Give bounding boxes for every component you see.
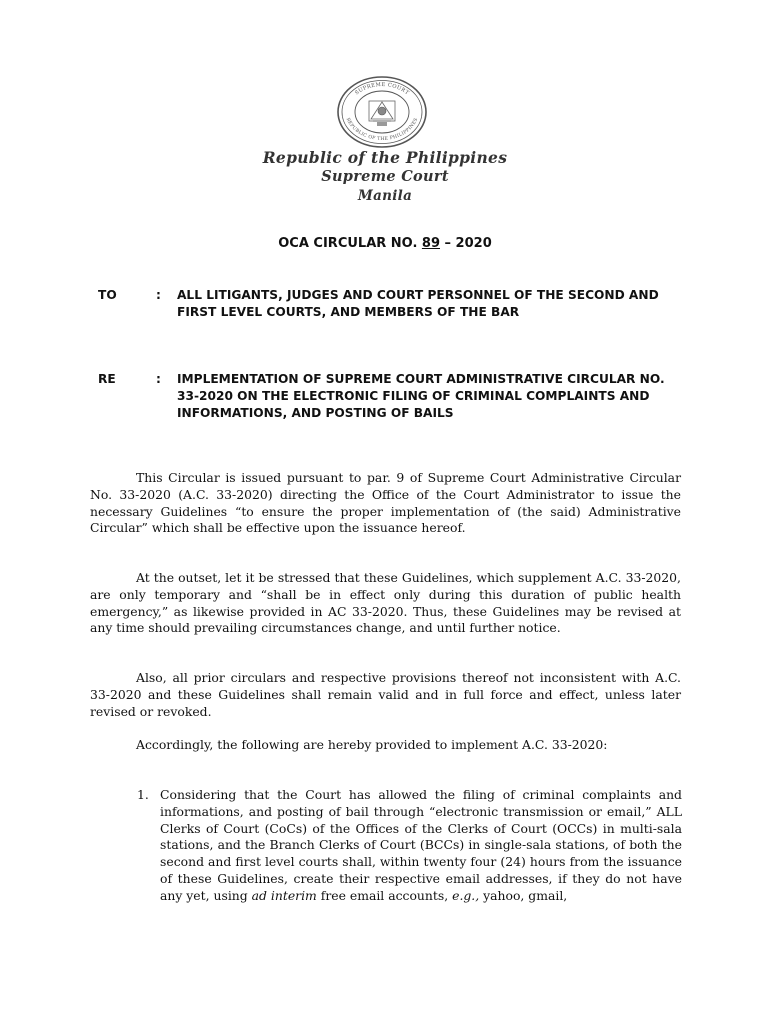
to-value: ALL LITIGANTS, JUDGES AND COURT PERSONNEL OF THE SECOND AND FIRST LEVEL COURTS, AND MEMBERS OF THE BAR	[177, 288, 659, 319]
paragraph-prior-circulars: Also, all prior circulars and respective provisions thereof not inconsistent with A.C. 33-2020 and these Guidelines shall remain valid and in full force and effect, unless later revised or revoked.	[90, 670, 681, 719]
title-prefix: OCA CIRCULAR NO.	[278, 236, 422, 251]
subject-block	[98, 371, 688, 422]
letterhead-city: Manila	[357, 188, 413, 204]
circular-number: 89	[421, 236, 440, 251]
paragraph-temporary-nature: At the outset, let it be stressed that these Guidelines, which supplement A.C. 33-2020, are only temporary and “shall be in effect only during this duration of public health emergency,” as likewise provided in AC 33-2020. Thus, these Guidelines may be revised at any time should prevailing circumstances change, and until further notice.	[90, 570, 681, 636]
paragraph-accordingly: Accordingly, the following are hereby provided to implement A.C. 33-2020:	[136, 737, 608, 752]
letterhead-republic: Republic of the Philippines	[262, 148, 508, 167]
item1-text-b: free email accounts,	[316, 887, 453, 903]
letterhead-supreme-court: Supreme Court	[321, 168, 449, 185]
item1-text-c: yahoo, gmail,	[479, 887, 568, 903]
list-item-marker: 1.	[137, 787, 149, 802]
to-label: TO	[98, 288, 117, 302]
svg-text:SUPREME COURT: SUPREME COURT	[354, 81, 410, 97]
supreme-court-seal-icon	[331, 74, 433, 150]
re-colon: :	[156, 372, 161, 386]
item1-emphasis-eg: e.g.,	[452, 887, 480, 903]
list-item-text	[160, 787, 682, 905]
circular-title	[0, 236, 770, 251]
re-value: IMPLEMENTATION OF SUPREME COURT ADMINISTRATIVE CIRCULAR NO. 33-2020 ON THE ELECTRONIC FILING OF CRIMINAL COMPLAINTS AND INFORMATIONS, AND POSTING OF BAILS	[177, 372, 665, 420]
paragraph-purpose: This Circular is issued pursuant to par. 9 of Supreme Court Administrative Circular No. 33-2020 (A.C. 33-2020) directing the Office of the Court Administrator to issue the necessary Guidelines “to ensure the proper implementation of (the said) Administrative Circular” which shall be effective upon the issuance hereof.	[90, 470, 681, 536]
to-colon: :	[156, 288, 161, 302]
addressee-block	[98, 287, 688, 321]
list-item-1	[137, 787, 682, 905]
title-suffix: – 2020	[440, 236, 492, 251]
re-label: RE	[98, 372, 116, 386]
item1-emphasis-ad-interim: ad interim	[251, 887, 317, 903]
item1-text-a: Considering that the Court has allowed the filing of criminal complaints and informations, and posting of bail through “electronic transmission or email,” ALL Clerks of Court (CoCs) of the Offices of the Clerks of Court (OCCs) in multi-sala stations, and the Branch Clerks of Court (BCCs) in single-sala stations, of both the second and first level courts shall, within twenty four (24) hours from the issuance of these Guidelines, create their respective email addresses, if they do not have any yet, using	[160, 787, 682, 903]
svg-text:REPUBLIC OF THE PHILIPPINES: REPUBLIC OF THE PHILIPPINES	[344, 117, 420, 143]
